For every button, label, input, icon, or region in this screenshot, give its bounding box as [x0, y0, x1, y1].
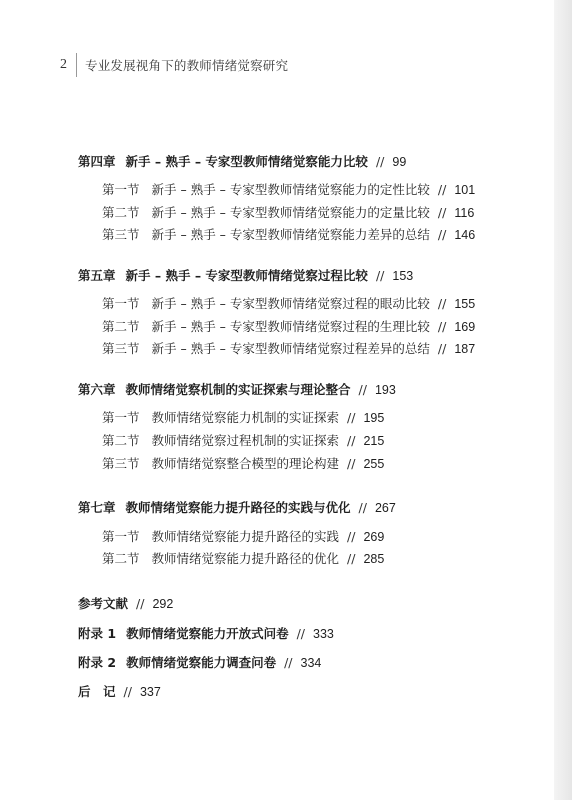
page-ref: 269 [363, 530, 385, 544]
toc-section-6-1[interactable] [102, 410, 384, 426]
page-ref: 337 [139, 685, 161, 699]
section-title: 新手 – 熟手 – 专家型教师情绪觉察能力的定量比较 [151, 205, 430, 220]
page-separator: // [347, 456, 356, 471]
section-label: 第三节 [102, 341, 140, 356]
page-ref: 193 [374, 383, 396, 397]
section-label: 第二节 [102, 433, 140, 448]
section-label: 第二节 [102, 205, 140, 220]
page-separator: // [437, 205, 447, 220]
page-separator: // [375, 268, 385, 283]
page-number: 2 [60, 57, 67, 72]
section-label: 第一节 [102, 296, 140, 311]
page-ref: 169 [454, 320, 476, 334]
section-label: 第一节 [102, 410, 140, 425]
toc-section-4-2[interactable] [102, 205, 474, 221]
page-ref: 255 [363, 457, 385, 471]
page-ref: 153 [392, 269, 414, 283]
postscript-label: 后 记 [78, 684, 116, 699]
toc-appendix-1[interactable] [78, 626, 334, 642]
toc-section-4-3[interactable] [102, 227, 475, 243]
section-label: 第一节 [102, 529, 140, 544]
page-separator: // [437, 319, 447, 334]
page-ref: 195 [363, 411, 385, 425]
page-ref: 187 [454, 342, 476, 356]
toc-section-7-1[interactable] [102, 529, 384, 545]
toc-section-6-3[interactable] [102, 456, 384, 472]
section-label: 第三节 [102, 456, 140, 471]
section-title: 教师情绪觉察能力提升路径的优化 [151, 551, 340, 566]
toc-section-5-3[interactable] [102, 341, 475, 357]
appendix-label: 附录 1 [78, 626, 117, 641]
toc-chapter-5[interactable] [78, 268, 413, 284]
toc-section-5-1[interactable] [102, 296, 475, 312]
page-ref: 267 [374, 501, 396, 515]
page-separator: // [347, 410, 356, 425]
running-title: 专业发展视角下的教师情绪觉察研究 [85, 58, 289, 73]
section-title: 新手 – 熟手 – 专家型教师情绪觉察能力差异的总结 [151, 227, 430, 242]
chapter-title: 教师情绪觉察机制的实证探索与理论整合 [125, 382, 351, 397]
chapter-title: 新手 – 熟手 – 专家型教师情绪觉察能力比较 [125, 154, 368, 169]
section-title: 新手 – 熟手 – 专家型教师情绪觉察过程差异的总结 [151, 341, 430, 356]
section-label: 第三节 [102, 227, 140, 242]
toc-chapter-4[interactable] [78, 154, 406, 170]
appendix-title: 教师情绪觉察能力调查问卷 [126, 655, 277, 670]
page-ref: 215 [363, 434, 385, 448]
page-edge-shadow [554, 0, 572, 800]
toc-section-5-2[interactable] [102, 319, 475, 335]
page-separator: // [123, 684, 132, 699]
page-ref: 292 [152, 597, 174, 611]
chapter-label: 第四章 [78, 154, 116, 169]
section-title: 教师情绪觉察过程机制的实证探索 [151, 433, 340, 448]
chapter-title: 新手 – 熟手 – 专家型教师情绪觉察过程比较 [125, 268, 368, 283]
running-header [60, 54, 288, 76]
section-title: 新手 – 熟手 – 专家型教师情绪觉察过程的生理比较 [151, 319, 430, 334]
toc-appendix-2[interactable] [78, 655, 321, 671]
section-title: 教师情绪觉察能力机制的实证探索 [151, 410, 340, 425]
page-separator: // [136, 596, 145, 611]
section-label: 第二节 [102, 551, 140, 566]
toc-section-4-1[interactable] [102, 182, 475, 198]
section-title: 教师情绪觉察整合模型的理论构建 [151, 456, 340, 471]
header-divider [76, 53, 77, 77]
page-ref: 333 [313, 627, 334, 641]
page-ref: 285 [363, 552, 385, 566]
page-separator: // [437, 182, 447, 197]
references-label: 参考文献 [78, 596, 129, 611]
page-ref: 334 [300, 656, 322, 670]
page-ref: 99 [392, 155, 407, 169]
chapter-label: 第七章 [78, 500, 116, 515]
page-separator: // [296, 626, 306, 641]
page-ref: 155 [454, 297, 476, 311]
appendix-title: 教师情绪觉察能力开放式问卷 [126, 626, 289, 641]
toc-section-6-2[interactable] [102, 433, 384, 449]
section-label: 第一节 [102, 182, 140, 197]
page-ref: 116 [454, 206, 475, 220]
toc-chapter-7[interactable] [78, 500, 396, 516]
page-separator: // [437, 296, 447, 311]
page-separator: // [284, 655, 293, 670]
appendix-label: 附录 2 [78, 655, 117, 670]
section-title: 新手 – 熟手 – 专家型教师情绪觉察过程的眼动比较 [151, 296, 430, 311]
chapter-label: 第五章 [78, 268, 116, 283]
page-separator: // [358, 500, 367, 515]
page-separator: // [437, 227, 447, 242]
page-separator: // [347, 529, 356, 544]
page-separator: // [347, 433, 356, 448]
page-separator: // [358, 382, 367, 397]
section-title: 教师情绪觉察能力提升路径的实践 [151, 529, 340, 544]
chapter-label: 第六章 [78, 382, 116, 397]
page-separator: // [437, 341, 447, 356]
chapter-title: 教师情绪觉察能力提升路径的实践与优化 [125, 500, 351, 515]
page-ref: 101 [454, 183, 476, 197]
toc-chapter-6[interactable] [78, 382, 396, 398]
page-separator: // [347, 551, 356, 566]
page-ref: 146 [454, 228, 476, 242]
section-label: 第二节 [102, 319, 140, 334]
toc-references[interactable] [78, 596, 173, 612]
toc-postscript[interactable] [78, 684, 161, 700]
toc-section-7-2[interactable] [102, 551, 384, 567]
page-separator: // [375, 154, 385, 169]
section-title: 新手 – 熟手 – 专家型教师情绪觉察能力的定性比较 [151, 182, 430, 197]
